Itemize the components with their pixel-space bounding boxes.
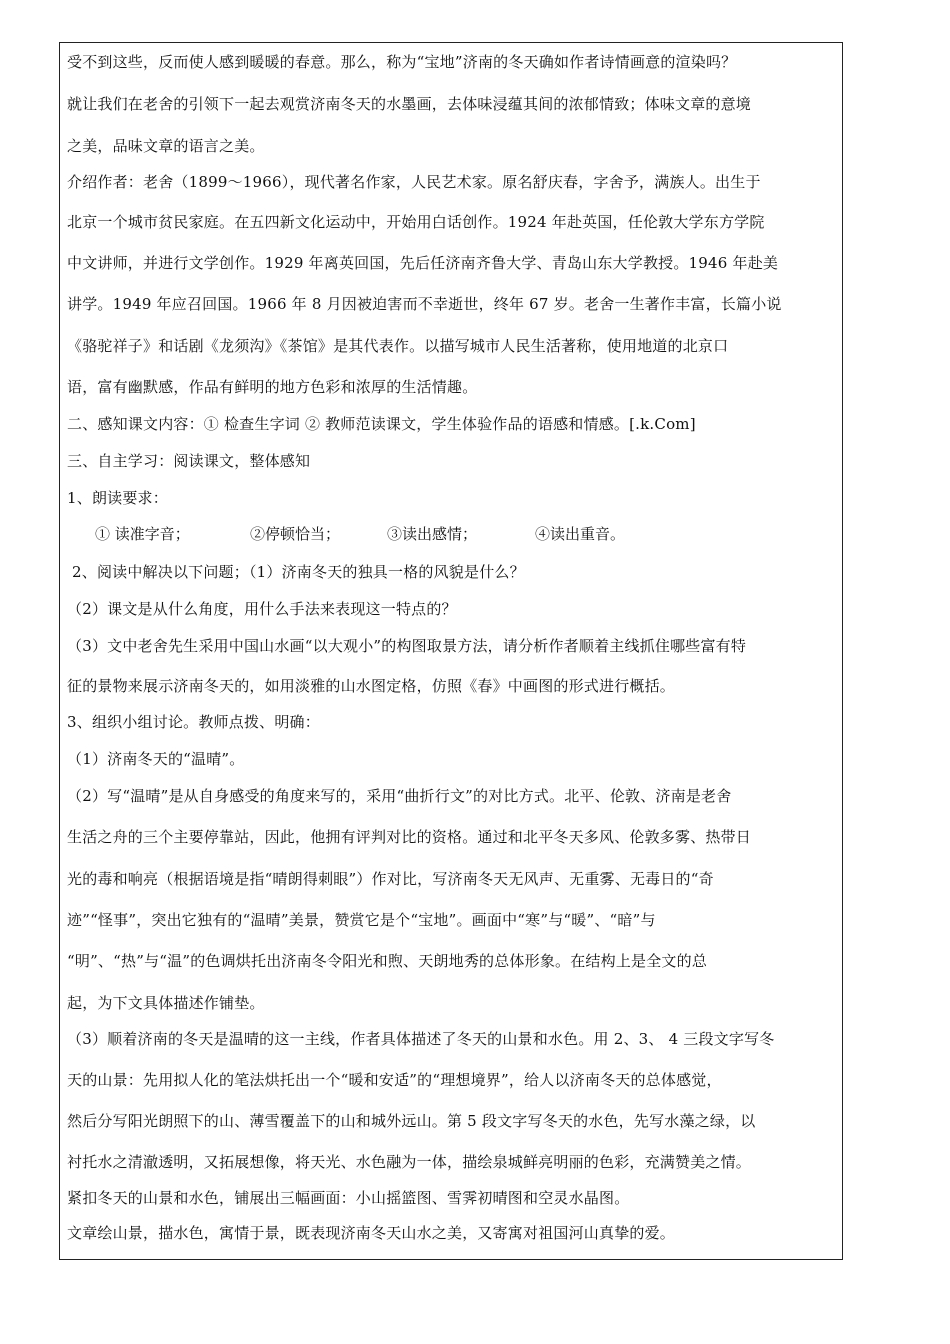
text-line: 3、组织小组讨论。教师点拨、明确： (67, 713, 320, 731)
text-line: 三、自主学习：阅读课文，整体感知 (67, 452, 311, 470)
reading-item: ②停顿恰当； (250, 525, 341, 543)
text-line: 之美，品味文章的语言之美。 (67, 137, 265, 155)
text-line: （1）济南冬天的“温晴”。 (67, 750, 245, 768)
text-line: 1、朗读要求： (67, 489, 168, 507)
text-line: 紧扣冬天的山景和水色，铺展出三幅画面：小山摇篮图、雪霁初晴图和空灵水晶图。 (67, 1189, 630, 1207)
text-line: 北京一个城市贫民家庭。在五四新文化运动中，开始用白话创作。1924 年赴英国，任伦敦大学东方学院 (67, 213, 765, 231)
text-line: 然后分写阳光朗照下的山、薄雪覆盖下的山和城外远山。第 5 段文字写冬天的水色，先写水藻之绿，以 (67, 1112, 756, 1130)
text-line: 文章绘山景，描水色，寓情于景，既表现济南冬天山水之美，又寄寓对祖国河山真挚的爱。 (67, 1224, 676, 1242)
text-line: 中文讲师，并进行文学创作。1929 年离英回国，先后任济南齐鲁大学、青岛山东大学教授。1946 年赴美 (67, 254, 779, 272)
text-line: （3）文中老舍先生采用中国山水画“以大观小”的构图取景方法，请分析作者顺着主线抓住哪些富有特 (67, 637, 747, 655)
text-line: 语，富有幽默感，作品有鲜明的地方色彩和浓厚的生活情趣。 (67, 378, 478, 396)
text-line: 受不到这些，反而使人感到暖暖的春意。那么，称为“宝地”济南的冬天确如作者诗情画意的渲染吗？ (67, 53, 737, 71)
text-line: （3）顺着济南的冬天是温晴的这一主线，作者具体描述了冬天的山景和水色。用 2、3、 4 三段文字写冬 (67, 1030, 775, 1048)
text-line: 衬托水之清澈透明，又拓展想像，将天光、水色融为一体，描绘泉城鲜亮明丽的色彩，充满赞美之情。 (67, 1153, 752, 1171)
reading-requirements (95, 524, 625, 544)
text-line: 天的山景：先用拟人化的笔法烘托出一个“暖和安适”的“理想境界”，给人以济南冬天的总体感觉， (67, 1071, 722, 1089)
text-line: 征的景物来展示济南冬天的，如用淡雅的山水图定格，仿照《春》中画图的形式进行概括。 (67, 677, 676, 695)
text-line: 2、阅读中解决以下问题；（1）济南冬天的独具一格的风貌是什么？ (72, 563, 525, 581)
text-line: 迹”“怪事”，突出它独有的“温晴”美景，赞赏它是个“宝地”。画面中“寒”与“暖”、“暗”与 (67, 911, 656, 929)
reading-item: ③读出感情； (387, 525, 478, 543)
text-line: 光的毒和响亮（根据语境是指“晴朗得刺眼”）作对比，写济南冬天无风声、无重雾、无毒日的“奇 (67, 870, 714, 888)
text-line: “明”、“热”与“温”的色调烘托出济南冬令阳光和煦、天朗地秀的总体形象。在结构上是全文的总 (67, 952, 708, 970)
text-line: 生活之舟的三个主要停靠站，因此，他拥有评判对比的资格。通过和北平冬天多风、伦敦多雾、热带日 (67, 828, 752, 846)
text-line: 就让我们在老舍的引领下一起去观赏济南冬天的水墨画，去体味浸蕴其间的浓郁情致；体味文章的意境 (67, 95, 752, 113)
text-line: 《骆驼祥子》和话剧《龙须沟》《茶馆》是其代表作。以描写城市人民生活著称，使用地道的北京口 (67, 337, 729, 355)
text-line: （2）写“温晴”是从自身感受的角度来写的，采用“曲折行文”的对比方式。北平、伦敦、济南是老舍 (67, 787, 732, 805)
reading-item: ① 读准字音； (95, 525, 190, 543)
reading-item: ④读出重音。 (535, 525, 626, 543)
text-line: 介绍作者：老舍（1899～1966），现代著名作家，人民艺术家。原名舒庆春，字舍予，满族人。出生于 (67, 173, 761, 191)
text-line: （2）课文是从什么角度，用什么手法来表现这一特点的？ (67, 600, 457, 618)
text-line: 起，为下文具体描述作铺垫。 (67, 994, 265, 1012)
text-line: 讲学。1949 年应召回国。1966 年 8 月因被迫害而不幸逝世，终年 67 岁。老舍一生著作丰富，长篇小说 (67, 295, 782, 313)
text-line: 二、感知课文内容：① 检查生字词 ② 教师范读课文，学生体验作品的语感和情感。[.k.Com] (67, 415, 696, 433)
